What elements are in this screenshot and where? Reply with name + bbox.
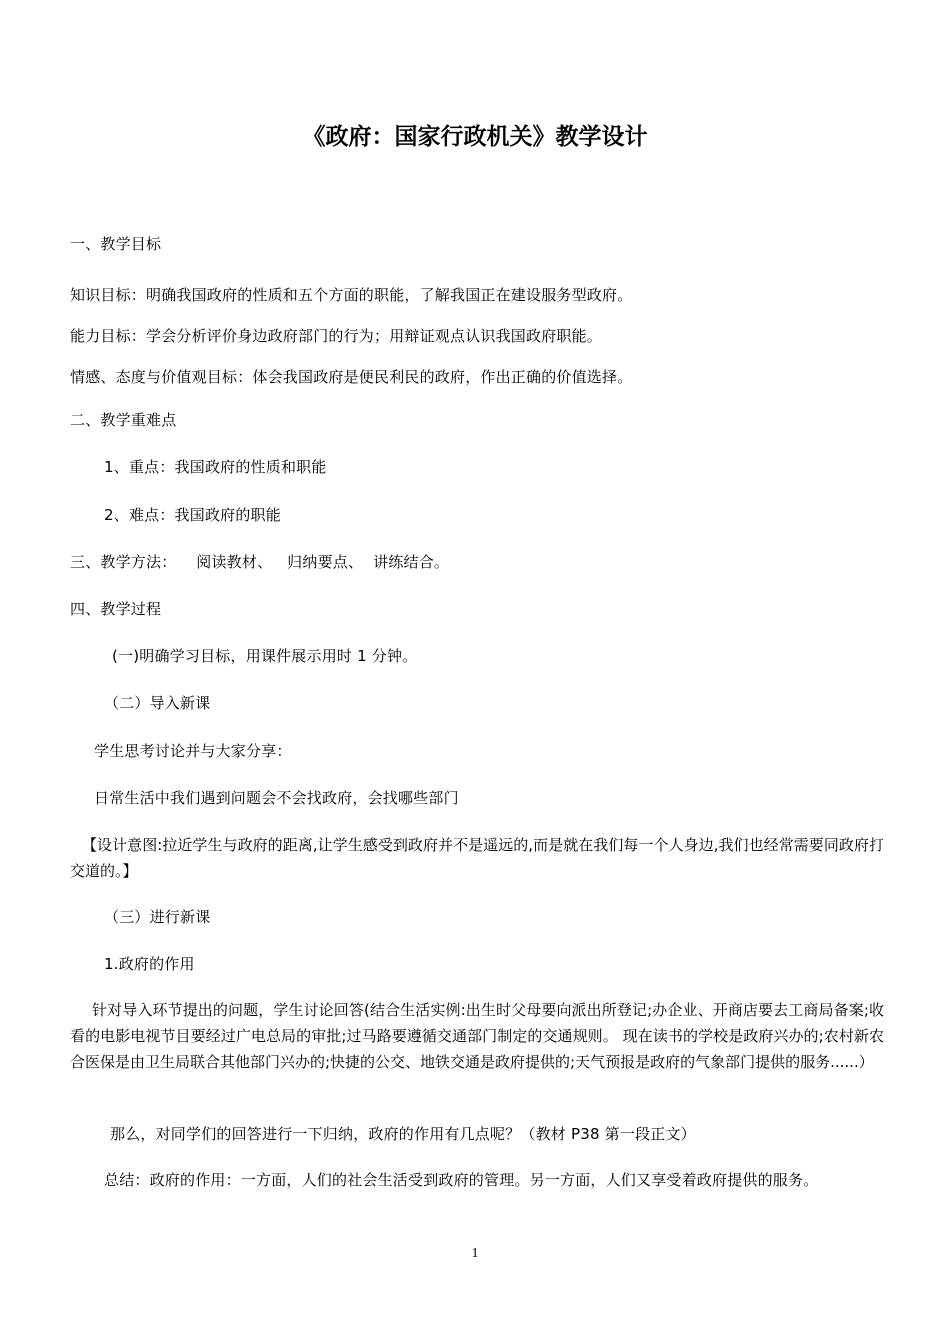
key-point: 1、重点：我国政府的性质和职能	[104, 458, 327, 476]
knowledge-goal: 知识目标：明确我国政府的性质和五个方面的职能，了解我国正在建设服务型政府。	[70, 286, 633, 304]
page-number: 1	[471, 1246, 479, 1261]
discussion-question: 日常生活中我们遇到问题会不会找政府，会找哪些部门	[94, 789, 459, 807]
subsection-government-role: 1.政府的作用	[104, 955, 195, 973]
discussion-prompt: 学生思考讨论并与大家分享：	[94, 742, 292, 760]
step-three: （三）进行新课	[104, 908, 211, 926]
ability-goal: 能力目标：学会分析评价身边政府部门的行为；用辩证观点认识我国政府职能。	[70, 327, 603, 345]
document-title: 《政府：国家行政机关》教学设计	[302, 124, 648, 150]
summary-question: 那么，对同学们的回答进行一下归纳，政府的作用有几点呢？（教材 P38 第一段正文）	[110, 1125, 696, 1143]
step-one: (一)明确学习目标，用课件展示用时 1 分钟。	[112, 647, 418, 665]
difficult-point: 2、难点：我国政府的职能	[104, 506, 281, 524]
key-points-heading: 二、教学重难点	[70, 411, 177, 429]
objectives-heading: 一、教学目标	[70, 235, 162, 253]
teaching-methods: 三、教学方法： 阅读教材、 归纳要点、 讲练结合。	[70, 553, 450, 571]
summary: 总结：政府的作用：一方面，人们的社会生活受到政府的管理。另一方面，人们又享受着政府提供的服务。	[104, 1171, 819, 1189]
design-intent: 【设计意图:拉近学生与政府的距离,让学生感受到政府并不是遥远的,而是就在我们每一个人身边,我们也经常需要同政府打交道的。】	[70, 836, 884, 880]
process-heading: 四、教学过程	[70, 600, 162, 618]
discussion-examples: 针对导入环节提出的问题，学生讨论回答(结合生活实例:出生时父母要向派出所登记;办企业、开商店要去工商局备案;收看的电影电视节目要经过广电总局的审批;过马路要遵循交通部门制定的交通规则。 现在读书的学校是政府兴办的;农村新农合医保是由卫生局联合其他部门兴办的;快捷的公交、地铁交通是政府提供的;天气预报是政府的气象部门提供的服务......）	[70, 1001, 884, 1071]
step-two: （二）导入新课	[104, 694, 211, 712]
emotion-goal: 情感、态度与价值观目标：体会我国政府是便民利民的政府，作出正确的价值选择。	[70, 368, 633, 386]
